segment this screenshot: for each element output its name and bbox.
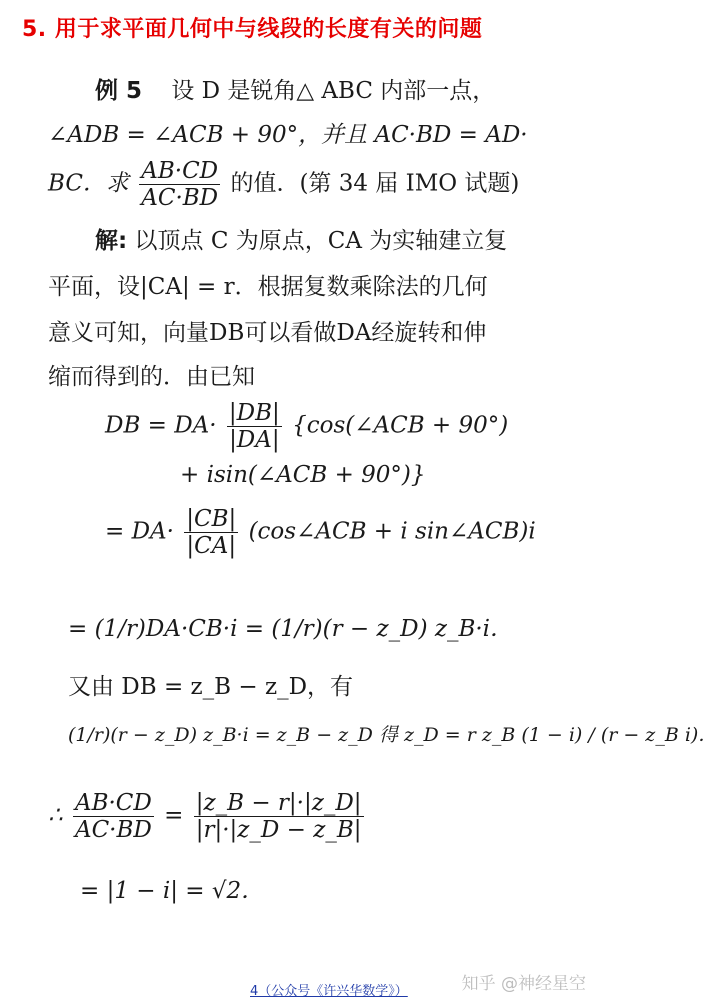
equation-2 xyxy=(105,506,536,559)
solution-label: 解: xyxy=(95,228,128,254)
eq1-denominator: |DA| xyxy=(229,427,280,453)
eq2-left: = DA· xyxy=(105,518,174,545)
watermark: 知乎 @神经星空 xyxy=(461,974,586,994)
example-line-3 xyxy=(48,158,519,211)
example-line-1 xyxy=(95,72,495,105)
eq6-right-denominator: |r|·|z_D − z_B| xyxy=(195,817,362,843)
example-line1-text: 设 D 是锐角△ ABC 内部一点， xyxy=(171,78,496,104)
section-heading: 5. 用于求平面几何中与线段的长度有关的问题 xyxy=(22,17,483,42)
eq1-numerator: |DB| xyxy=(228,400,280,426)
eq1-right: {cos(∠ACB + 90°) xyxy=(292,412,509,439)
example-line3-suffix: 的值．(第 34 届 IMO 试题) xyxy=(230,170,520,197)
eq2-fraction xyxy=(184,506,238,559)
equation-7: = |1 − i| = √2． xyxy=(80,878,265,904)
equation-1 xyxy=(105,400,508,453)
eq6-numerator: AB·CD xyxy=(74,790,152,816)
solution-line-1 xyxy=(95,222,507,255)
solution-line-2: 平面，设|CA| = r．根据复数乘除法的几何 xyxy=(48,274,488,300)
eq6-left-fraction xyxy=(73,790,154,843)
eq6-right-fraction xyxy=(194,790,364,843)
solution-text-1: 以顶点 C 为原点，CA 为实轴建立复 xyxy=(134,228,508,254)
equation-5: (1/r)(r − z_D) z_B·i = z_B − z_D 得 z_D = r z_B (1 − i) / (r − z_B i)． xyxy=(68,724,717,746)
equals-sign: = xyxy=(164,802,184,829)
footer-link[interactable]: 4（公众号《许兴华数学》） xyxy=(250,984,408,999)
eq6-right-numerator: |z_B − r|·|z_D| xyxy=(195,790,362,816)
equation-6 xyxy=(48,790,367,843)
eq1-fraction xyxy=(227,400,282,453)
eq2-denominator: |CA| xyxy=(186,533,237,559)
solution-line-4: 缩而得到的．由已知 xyxy=(48,364,255,390)
example-line3-prefix: BC．求 xyxy=(48,170,129,197)
solution-line-3: 意义可知，向量DB可以看做DA经旋转和伸 xyxy=(48,320,487,346)
equation-4: 又由 DB = z_B − z_D，有 xyxy=(68,674,354,700)
eq2-numerator: |CB| xyxy=(186,506,237,532)
ratio-numerator: AB·CD xyxy=(141,158,219,184)
ratio-fraction xyxy=(139,158,220,211)
ratio-denominator: AC·BD xyxy=(141,185,219,211)
example-line-2: ∠ADB = ∠ACB + 90°，并且 AC·BD = AD· xyxy=(48,122,528,148)
therefore-symbol: ∴ xyxy=(48,802,63,829)
example-label: 例 5 xyxy=(95,78,143,104)
equation-3: = (1/r)DA·CB·i = (1/r)(r − z_D) z_B·i． xyxy=(68,616,514,642)
eq2-right: (cos∠ACB + i sin∠ACB)i xyxy=(248,518,536,545)
equation-1-continued: + isin(∠ACB + 90°)} xyxy=(180,462,426,488)
eq1-left: DB = DA· xyxy=(105,412,217,439)
eq6-denominator: AC·BD xyxy=(74,817,152,843)
